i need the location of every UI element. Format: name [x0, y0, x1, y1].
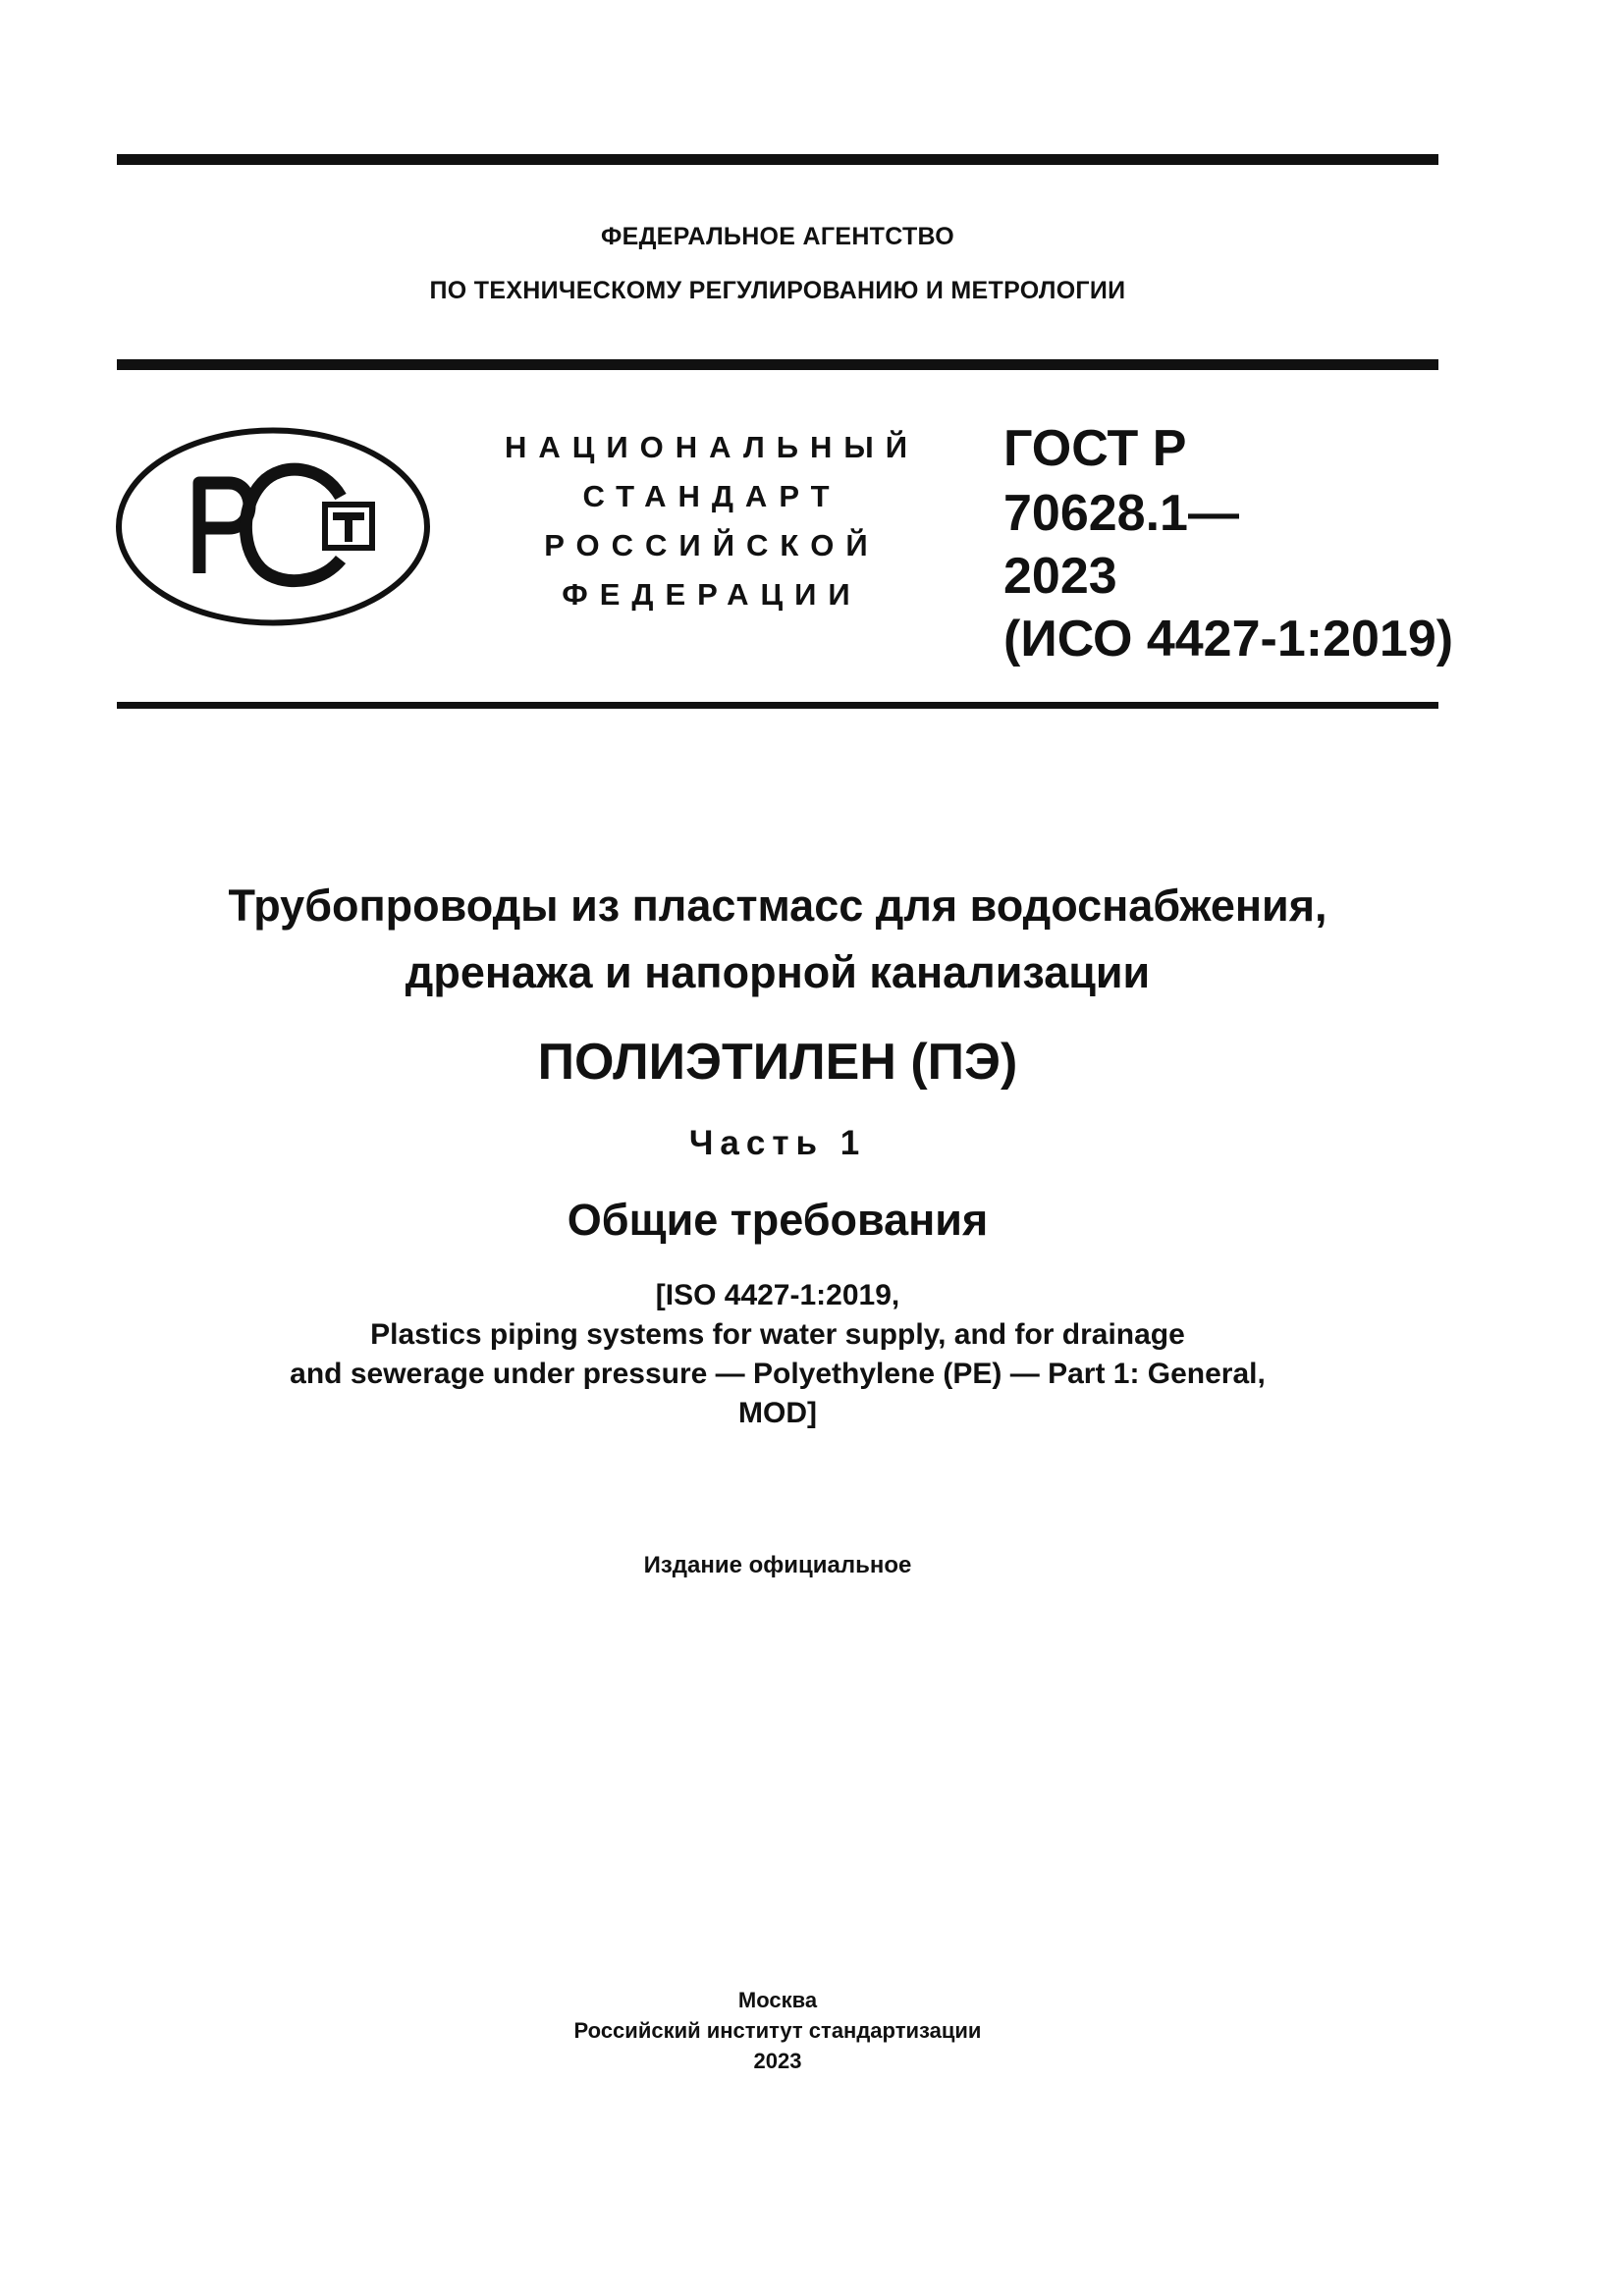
- imprint-city: Москва: [737, 1988, 818, 2012]
- material-title: ПОЛИЭТИЛЕН (ПЭ): [537, 1034, 1018, 1091]
- logo-text: РСТ: [115, 426, 117, 427]
- bottom-rule: [117, 702, 1438, 709]
- document-subtitle: Общие требования: [567, 1195, 989, 1245]
- iso-reference-line-4: MOD]: [738, 1397, 817, 1429]
- national-standard-line-4: ФЕДЕРАЦИИ: [562, 577, 862, 612]
- iso-reference-line-3: and sewerage under pressure — Polyethylene (PE) — Part 1: General,: [290, 1358, 1266, 1390]
- standard-designation-line-2: 70628.1—: [1003, 485, 1239, 542]
- agency-line-1: ФЕДЕРАЛЬНОЕ АГЕНТСТВО: [600, 223, 955, 250]
- agency-line-2: ПО ТЕХНИЧЕСКОМУ РЕГУЛИРОВАНИЮ И МЕТРОЛОГИИ: [429, 277, 1126, 304]
- standard-designation-line-3: 2023: [1003, 548, 1117, 605]
- middle-rule: [117, 359, 1438, 370]
- national-standard-line-3: РОССИЙСКОЙ: [544, 528, 880, 562]
- national-standard-line-2: СТАНДАРТ: [582, 479, 841, 513]
- iso-reference-line-2: Plastics piping systems for water supply, and for drainage: [370, 1318, 1185, 1351]
- document-title-line-2: дренажа и напорной канализации: [405, 947, 1151, 997]
- national-standard-line-1: НАЦИОНАЛЬНЫЙ: [504, 430, 920, 464]
- imprint-publisher: Российский институт стандартизации: [573, 2018, 982, 2043]
- edition-note: Издание официальное: [643, 1552, 912, 1578]
- imprint-year: 2023: [753, 2049, 802, 2073]
- standard-designation-line-1: ГОСТ Р: [1003, 420, 1187, 477]
- iso-reference-line-1: [ISO 4427-1:2019,: [655, 1279, 900, 1311]
- document-title-line-1: Трубопроводы из пластмасс для водоснабжения,: [228, 881, 1327, 931]
- top-rule: [117, 154, 1438, 165]
- part-number: Часть 1: [688, 1124, 867, 1162]
- rst-certification-mark-icon: [115, 426, 431, 627]
- standard-designation-line-4: (ИСО 4427-1:2019): [1003, 611, 1454, 667]
